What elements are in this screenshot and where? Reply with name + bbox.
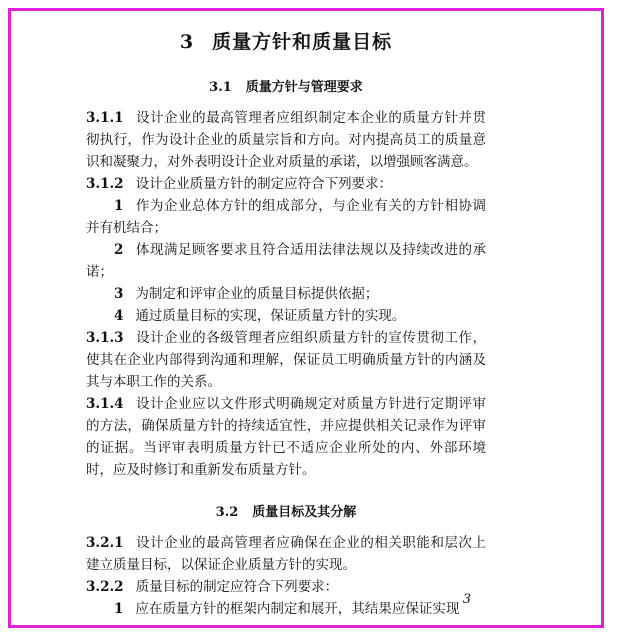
clause-3-2-1 xyxy=(86,532,486,576)
clause-number: 3.1.4 xyxy=(86,396,124,412)
item-number: 1 xyxy=(114,198,124,214)
item-text: 体现满足顾客要求且符合适用法律法规以及持续改进的承诺； xyxy=(86,242,486,280)
clause-text: 设计企业的最高管理者应组织制定本企业的质量方针并贯彻执行，作为设计企业的质量宗旨和方向。对内提高员工的质量意识和凝聚力，对外表明设计企业对质量的承诺，以增强顾客满意。 xyxy=(86,110,486,170)
clause-3-1-4 xyxy=(86,393,486,481)
document-page xyxy=(8,8,604,628)
clause-number: 3.2.1 xyxy=(86,535,124,551)
list-item xyxy=(86,239,486,283)
item-text: 作为企业总体方针的组成部分，与企业有关的方针相协调并有机结合； xyxy=(86,198,486,236)
section-heading-3-2 xyxy=(86,501,486,520)
clause-number: 3.1.3 xyxy=(86,330,124,346)
chapter-number: 3 xyxy=(179,31,195,53)
section-heading-3-1 xyxy=(86,76,486,95)
item-number: 1 xyxy=(114,601,124,617)
clause-number: 3.1.1 xyxy=(86,110,124,126)
section-title: 质量目标及其分解 xyxy=(252,505,357,520)
section-title: 质量方针与管理要求 xyxy=(245,80,363,95)
item-text: 通过质量目标的实现，保证质量方针的实现。 xyxy=(135,308,406,324)
item-number: 2 xyxy=(114,242,124,258)
list-item xyxy=(86,283,486,305)
section-number: 3.2 xyxy=(215,505,239,520)
chapter-title: 质量方针和质量目标 xyxy=(212,31,393,53)
clause-text: 设计企业的各级管理者应组织质量方针的宣传贯彻工作，使其在企业内部得到沟通和理解，保证员工明确质量方针的内涵及其与本职工作的关系。 xyxy=(86,330,486,390)
list-item xyxy=(86,305,486,327)
section-number: 3.1 xyxy=(209,80,232,95)
clause-text: 质量目标的制定应符合下列要求： xyxy=(135,579,339,595)
clause-number: 3.2.2 xyxy=(86,579,124,595)
clause-number: 3.1.2 xyxy=(86,176,124,192)
list-item xyxy=(86,598,486,620)
clause-text: 设计企业的最高管理者应确保在企业的相关职能和层次上建立质量目标，以保证企业质量方针的实现。 xyxy=(86,535,486,573)
clause-3-1-3 xyxy=(86,327,486,393)
clause-3-2-2 xyxy=(86,576,486,598)
item-text: 为制定和评审企业的质量目标提供依据； xyxy=(135,286,379,302)
page-number: 3 xyxy=(462,592,471,607)
clause-text: 设计企业应以文件形式明确规定对质量方针进行定期评审的方法，确保质量方针的持续适宜性，并应提供相关记录作为评审的证据。当评审表明质量方针已不适应企业所处的内、外部环境时，应及时修订和重新发布质量方针。 xyxy=(86,396,486,478)
clause-text: 设计企业质量方针的制定应符合下列要求： xyxy=(135,176,393,192)
chapter-heading xyxy=(86,27,486,54)
clause-3-1-1 xyxy=(86,107,486,173)
item-number: 4 xyxy=(114,308,124,324)
document-content xyxy=(86,19,486,620)
item-text: 应在质量方针的框架内制定和展开，其结果应保证实现 xyxy=(135,601,460,617)
clause-3-1-2 xyxy=(86,173,486,195)
section-spacer xyxy=(86,481,486,495)
item-number: 3 xyxy=(114,286,124,302)
list-item xyxy=(86,195,486,239)
